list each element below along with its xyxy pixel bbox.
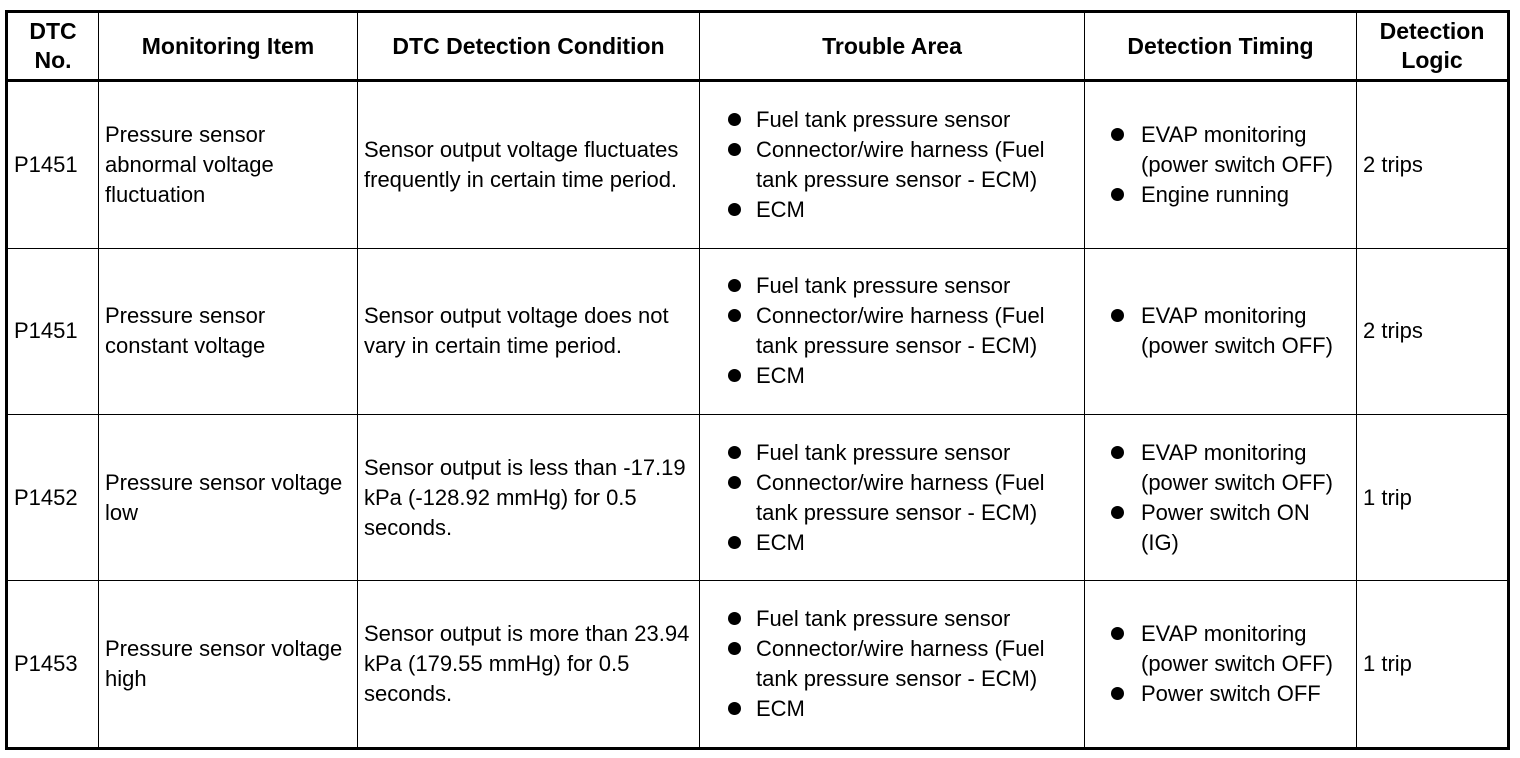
list-item: Power switch ON (IG) [1091, 498, 1352, 558]
detection-condition-cell: Sensor output is less than -17.19 kPa (-128.92 mmHg) for 0.5 seconds. [358, 414, 700, 580]
detection-timing-list [1091, 619, 1352, 709]
trouble-area-cell [700, 581, 1085, 749]
detection-timing-cell [1085, 248, 1357, 414]
header-detection-timing: Detection Timing [1085, 12, 1357, 81]
list-item: Fuel tank pressure sensor [706, 271, 1080, 301]
detection-logic-cell: 2 trips [1357, 81, 1509, 249]
list-item: Connector/wire harness (Fuel tank pressure sensor - ECM) [706, 634, 1080, 694]
list-item: Fuel tank pressure sensor [706, 105, 1080, 135]
dtc-table [5, 10, 1510, 750]
trouble-area-list [706, 105, 1080, 225]
monitoring-item-cell: Pressure sensor voltage high [99, 581, 358, 749]
trouble-area-list [706, 604, 1080, 724]
detection-timing-list [1091, 301, 1352, 361]
list-item: Engine running [1091, 180, 1352, 210]
monitoring-item-cell: Pressure sensor voltage low [99, 414, 358, 580]
detection-timing-list [1091, 120, 1352, 210]
table-row [7, 248, 1509, 414]
table-row [7, 81, 1509, 249]
header-dtc-no: DTC No. [7, 12, 99, 81]
list-item: ECM [706, 694, 1080, 724]
trouble-area-list [706, 271, 1080, 391]
list-item: Connector/wire harness (Fuel tank pressure sensor - ECM) [706, 301, 1080, 361]
list-item: ECM [706, 528, 1080, 558]
list-item: Power switch OFF [1091, 679, 1352, 709]
detection-timing-cell [1085, 581, 1357, 749]
list-item: ECM [706, 361, 1080, 391]
detection-timing-list [1091, 438, 1352, 558]
trouble-area-list [706, 438, 1080, 558]
detection-condition-cell: Sensor output is more than 23.94 kPa (179.55 mmHg) for 0.5 seconds. [358, 581, 700, 749]
list-item: EVAP monitoring (power switch OFF) [1091, 301, 1352, 361]
header-monitoring-item: Monitoring Item [99, 12, 358, 81]
monitoring-item-cell: Pressure sensor constant voltage [99, 248, 358, 414]
trouble-area-cell [700, 248, 1085, 414]
dtc-code-cell: P1453 [7, 581, 99, 749]
monitoring-item-cell: Pressure sensor abnormal voltage fluctuation [99, 81, 358, 249]
header-detection-condition: DTC Detection Condition [358, 12, 700, 81]
dtc-code-cell: P1451 [7, 81, 99, 249]
list-item: Connector/wire harness (Fuel tank pressure sensor - ECM) [706, 135, 1080, 195]
header-trouble-area: Trouble Area [700, 12, 1085, 81]
detection-logic-cell: 1 trip [1357, 581, 1509, 749]
dtc-code-cell: P1452 [7, 414, 99, 580]
detection-timing-cell [1085, 414, 1357, 580]
dtc-code-cell: P1451 [7, 248, 99, 414]
header-detection-logic: Detection Logic [1357, 12, 1509, 81]
trouble-area-cell [700, 81, 1085, 249]
list-item: EVAP monitoring (power switch OFF) [1091, 438, 1352, 498]
list-item: Connector/wire harness (Fuel tank pressure sensor - ECM) [706, 468, 1080, 528]
table-row [7, 581, 1509, 749]
list-item: ECM [706, 195, 1080, 225]
list-item: Fuel tank pressure sensor [706, 438, 1080, 468]
detection-timing-cell [1085, 81, 1357, 249]
detection-condition-cell: Sensor output voltage does not vary in certain time period. [358, 248, 700, 414]
header-row [7, 12, 1509, 81]
trouble-area-cell [700, 414, 1085, 580]
detection-condition-cell: Sensor output voltage fluctuates frequently in certain time period. [358, 81, 700, 249]
list-item: EVAP monitoring (power switch OFF) [1091, 120, 1352, 180]
list-item: EVAP monitoring (power switch OFF) [1091, 619, 1352, 679]
detection-logic-cell: 1 trip [1357, 414, 1509, 580]
table-row [7, 414, 1509, 580]
list-item: Fuel tank pressure sensor [706, 604, 1080, 634]
detection-logic-cell: 2 trips [1357, 248, 1509, 414]
